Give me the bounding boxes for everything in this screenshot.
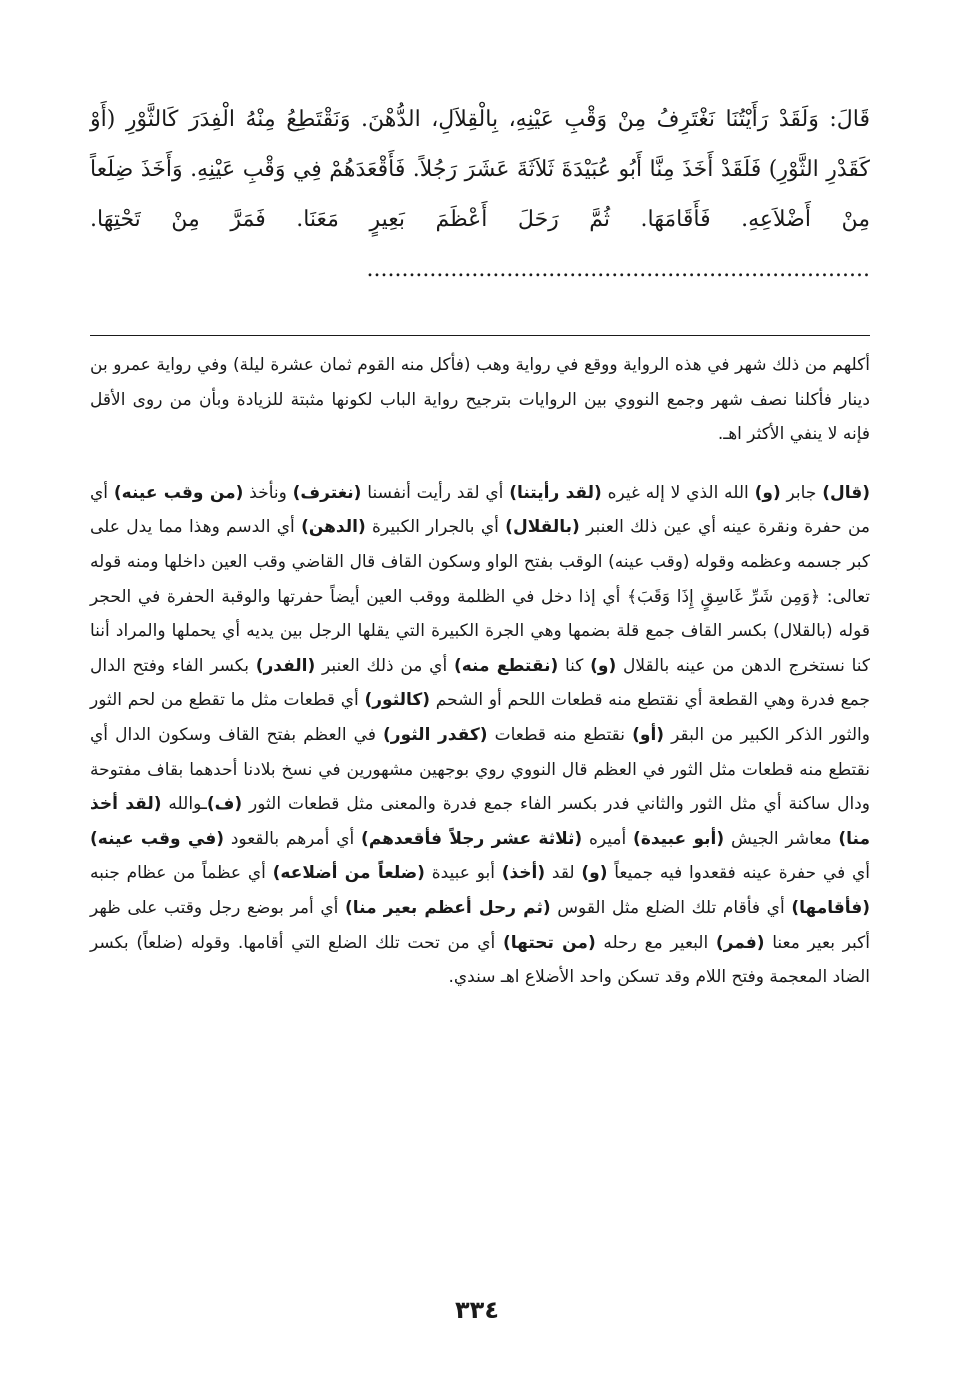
commentary-quoted-phrase: (من وقب عينه)	[113, 482, 244, 503]
page-body	[90, 95, 870, 995]
page-number: ٣٣٤	[455, 1296, 499, 1324]
commentary-quoted-phrase: (أو)	[632, 724, 665, 745]
commentary-text-run: أي في حفرة عينه فقعدوا فيه جميعاً	[607, 863, 870, 884]
commentary-quoted-phrase: (و)	[581, 863, 608, 884]
commentary-quoted-phrase: (قال)	[822, 482, 870, 503]
commentary-text-run: بكسر الفاء وفتح الدال جمع فدرة وهي القطعة أي نقتطع منه قطعات اللحم أو الشحم	[90, 655, 870, 711]
commentary-text-run: أي أمرهم بالقعود	[224, 828, 362, 849]
commentary-quoted-phrase: (كالثور)	[364, 690, 431, 711]
commentary-quoted-phrase: (من تحتها)	[502, 932, 596, 953]
commentary-text-run: أي من تحت تلك الضلع التي أقامها. وقوله (ضلعاً) بكسر الضاد المعجمة وفتح اللام وقد تسكن واحد الأضلاع اهـ سندي.	[90, 932, 870, 988]
commentary-text-run: أميره	[582, 828, 634, 849]
hadith-text-body: قَالَ: وَلَقَدْ رَأَيْتُنَا نَغْتَرِفُ مِنْ وَقْبِ عَيْنِهِ، بِالْقِلاَلِ، الدُّهْنَ. وَنَقْتَطِعُ مِنْهُ الْفِدَرَ كَالثَّوْرِ (أَوْ كَقَدْرِ الثَّوْرِ) فَلَقَدْ أَخَذَ مِنَّا أَبُو عُبَيْدَةَ ثَلاَثَةَ عَشَرَ رَجُلاً. فَأَقْعَدَهُمْ فِي وَقْبِ عَيْنِهِ. وَأَخَذَ ضِلَعاً مِنْ أَضْلاَعِهِ. فَأَقَامَهَا. ثُمَّ رَحَلَ أَعْظَمَ بَعِيرٍ مَعَنَا. فَمَرَّ مِنْ تَحْتِهَا.	[90, 107, 870, 232]
commentary-text-run: معاشر الجيش	[724, 828, 839, 849]
commentary-text-run: أبو عبيدة	[424, 863, 502, 884]
commentary-quoted-phrase: (الفدر)	[255, 655, 316, 676]
commentary-text-run: أي أمر بوضع رجل وقتب على ظهر أكبر بعير معنا	[90, 897, 870, 953]
commentary-quoted-phrase: (نغترف)	[292, 482, 362, 503]
commentary-text-run: أي لقد رأيت أنفسنا	[361, 482, 510, 503]
commentary-quoted-phrase: (في وقب عينه)	[90, 828, 225, 849]
commentary-quoted-phrase: (أبو عبيدة)	[633, 828, 725, 849]
footnote-separator-line	[90, 335, 870, 336]
commentary-quoted-phrase: (كقدر الثور)	[383, 724, 488, 745]
commentary-quoted-phrase: (لقد رأيتنا)	[509, 482, 602, 503]
commentary-quoted-phrase: (فمر)	[715, 932, 765, 953]
commentary-quoted-phrase: (نقتطع منه)	[453, 655, 559, 676]
commentary-quoted-phrase: (ثم رحل أعظم بعير منا)	[345, 897, 551, 918]
commentary-quoted-phrase: (أخذ)	[501, 863, 546, 884]
commentary-text-run: أي بالجرار الكبيرة	[365, 517, 506, 538]
commentary-text-run: في العظم بفتح القاف وسكون الدال أي نقتطع منه قطعات مثل الثور في العظم قال النووي روي بوجهين مشهورين في نسخ بلادنا أحدهما بقاف مفتوحة ودال ساكنة أي مثل الثور والثاني فدر بكسر الفاء جمع فدرة والمعنى مثل قطعات الثور	[90, 724, 870, 815]
commentary-quoted-phrase: (و)	[590, 655, 617, 676]
commentary-text-run: كنا	[558, 655, 591, 676]
commentary-text-run: أي من حفرة ونقرة عينه أي عين ذلك العنبر	[90, 482, 870, 538]
commentary-text-run: لقد	[545, 863, 582, 884]
commentary-quoted-phrase: (و)	[754, 482, 781, 503]
commentary-text-run: أي من ذلك العنبر	[315, 655, 454, 676]
commentary-quoted-phrase: (الدهن)	[301, 517, 366, 538]
commentary-paragraph-1: أكلهم من ذلك شهر في هذه الرواية ووقع في رواية وهب (فأكل منه القوم ثمان عشرة ليلة) وفي رواية عمرو بن دينار فأكلنا نصف شهر وجمع النووي بين الروايات بترجيح رواية الباب لكونها مثبتة للزيادة وبأن من روى الأقل فإنه لا ينفي الأكثر اهـ.	[90, 355, 870, 445]
commentary-text-run: جابر	[780, 482, 823, 503]
commentary-text-run: أي عظماً من عظام جنبه	[90, 863, 273, 884]
commentary-text-run: الله الذي لا إله غيره	[601, 482, 755, 503]
commentary-paragraph-2	[90, 476, 870, 995]
commentary-text-run: أي فأقام تلك الضلع مثل القوس	[550, 897, 792, 918]
commentary-text-run: البعير مع رحله	[595, 932, 716, 953]
commentary-text-run: نقتطع منه قطعات	[487, 724, 633, 745]
hadith-ellipsis-dots: ........................................................................	[366, 257, 870, 282]
commentary-quoted-phrase: (بالقلال)	[505, 517, 580, 538]
commentary-text-run: أي قطعات مثل ما تقطع من لحم الثور والثور الذكر الكبير من البقر	[90, 690, 870, 745]
commentary-quoted-phrase: (فأقامها)	[791, 897, 871, 918]
commentary-text-run: ـوالله	[161, 794, 207, 815]
commentary-quoted-phrase: (ثلاثة عشر رجلاً فأقعدهم)	[361, 828, 583, 849]
hadith-text	[90, 95, 870, 295]
commentary-text-run: ونأخذ	[243, 482, 293, 503]
commentary-quoted-phrase: (ضلعاً من أضلاعه)	[272, 863, 425, 884]
commentary-text-run: أي الدسم وهذا مما يدل على كبر جسمه وعظمه وقوله (وقب عينه) الوقب بفتح الواو وسكون القاف قال القاضي وقب العين داخلها ومنه قوله تعالى: ﴿وَمِن شَرِّ غَاسِقٍ إِذَا وَقَبَ﴾ أي إذا دخل في الظلمة ووقب العين أيضاً حفرتها والوقبة الحفرة في الحجر قوله (بالقلال) بكسر القاف جمع قلة بضمها وهي الجرة الكبيرة التي يقلها الرجل بين يديه أي يحملها والمراد أننا كنا نستخرج الدهن من عينه بالقلال	[90, 517, 871, 676]
commentary-quoted-phrase: (ف)	[206, 794, 243, 815]
commentary-quoted-phrase: (لقد أخذ منا)	[90, 794, 870, 849]
